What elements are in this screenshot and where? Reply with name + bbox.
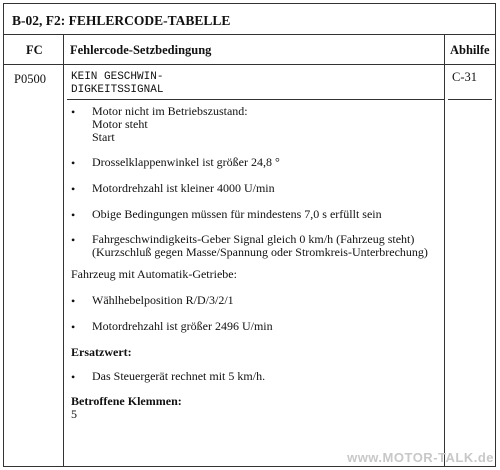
- table-title-row: [4, 4, 495, 35]
- automatic-item: Motordrehzahl ist größer 2496 U/min: [92, 319, 273, 333]
- bullet: •: [71, 208, 76, 222]
- bullet: •: [71, 233, 76, 247]
- bullet: •: [71, 182, 76, 196]
- terminals-heading: Betroffene Klemmen:: [71, 394, 182, 408]
- column-divider-1: [63, 34, 64, 466]
- fault-title: [67, 68, 444, 100]
- remedy-code-value: C-31: [452, 70, 477, 84]
- header-fc: FC: [26, 43, 43, 57]
- bullet: •: [71, 320, 76, 334]
- fault-code: P0500: [14, 72, 46, 86]
- substitute-heading: Ersatzwert:: [71, 345, 132, 359]
- bullet: •: [71, 294, 76, 308]
- condition-line: Motor nicht im Betriebszustand:: [92, 104, 248, 118]
- bullet: •: [71, 156, 76, 170]
- condition-item: Obige Bedingungen müssen für mindestens 7,0 s erfüllt sein: [92, 207, 382, 221]
- bullet: •: [71, 105, 76, 119]
- automatic-heading: Fahrzeug mit Automatik-Getriebe:: [71, 267, 237, 281]
- bullet: •: [71, 370, 76, 384]
- terminals-value: 5: [71, 407, 77, 421]
- header-remedy: Abhilfe: [450, 43, 490, 57]
- condition-line: Motor steht: [92, 117, 148, 131]
- header-condition: Fehlercode-Setzbedingung: [70, 43, 212, 57]
- condition-line: Fahrgeschwindigkeits-Geber Signal gleich 0 km/h (Fahrzeug steht): [92, 232, 415, 246]
- condition-item: Drosselklappenwinkel ist größer 24,8 °: [92, 155, 280, 169]
- fault-code-table: [3, 3, 496, 467]
- substitute-item: Das Steuergerät rechnet mit 5 km/h.: [92, 369, 266, 383]
- condition-line: Start: [92, 130, 115, 144]
- condition-item: Motordrehzahl ist kleiner 4000 U/min: [92, 181, 275, 195]
- fault-title-line-1: KEIN GESCHWIN-: [71, 71, 164, 83]
- condition-item: [92, 105, 248, 144]
- condition-item: [92, 233, 428, 259]
- watermark-logo: www.MOTOR-TALK.de: [347, 450, 494, 465]
- column-header-row: [4, 34, 495, 65]
- condition-line: (Kurzschluß gegen Masse/Spannung oder Stromkreis-Unterbrechung): [92, 245, 428, 259]
- table-title: B-02, F2: FEHLERCODE-TABELLE: [12, 13, 231, 28]
- fault-title-line-2: DIGKEITSSIGNAL: [71, 84, 164, 96]
- column-divider-2: [444, 34, 445, 466]
- remedy-code: [448, 70, 492, 100]
- automatic-item: Wählhebelposition R/D/3/2/1: [92, 293, 234, 307]
